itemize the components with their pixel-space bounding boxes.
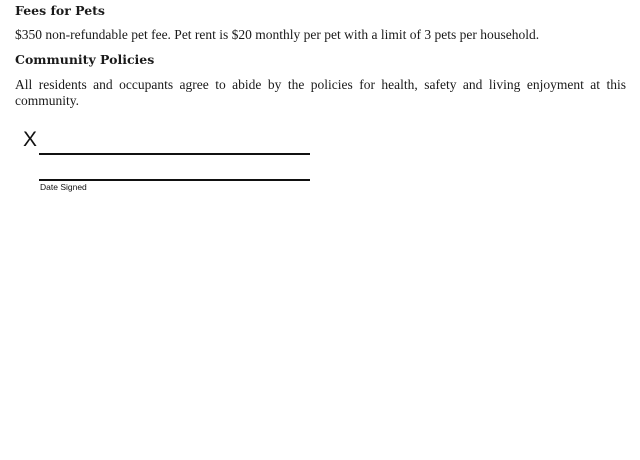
signature-line[interactable]: [39, 153, 310, 155]
pet-fees-text: $350 non-refundable pet fee. Pet rent is $20 monthly per pet with a limit of 3 pets per household.: [15, 27, 540, 42]
date-signed-label: Date Signed: [40, 182, 87, 192]
community-policies-heading: Community Policies: [15, 52, 155, 67]
signature-x-mark: X: [23, 128, 38, 151]
community-policies-text: All residents and occupants agree to abide by the policies for health, safety and living enjoyment at this community.: [15, 77, 626, 108]
pet-fees-heading: Fees for Pets: [15, 3, 105, 18]
date-signed-line[interactable]: [39, 179, 310, 181]
